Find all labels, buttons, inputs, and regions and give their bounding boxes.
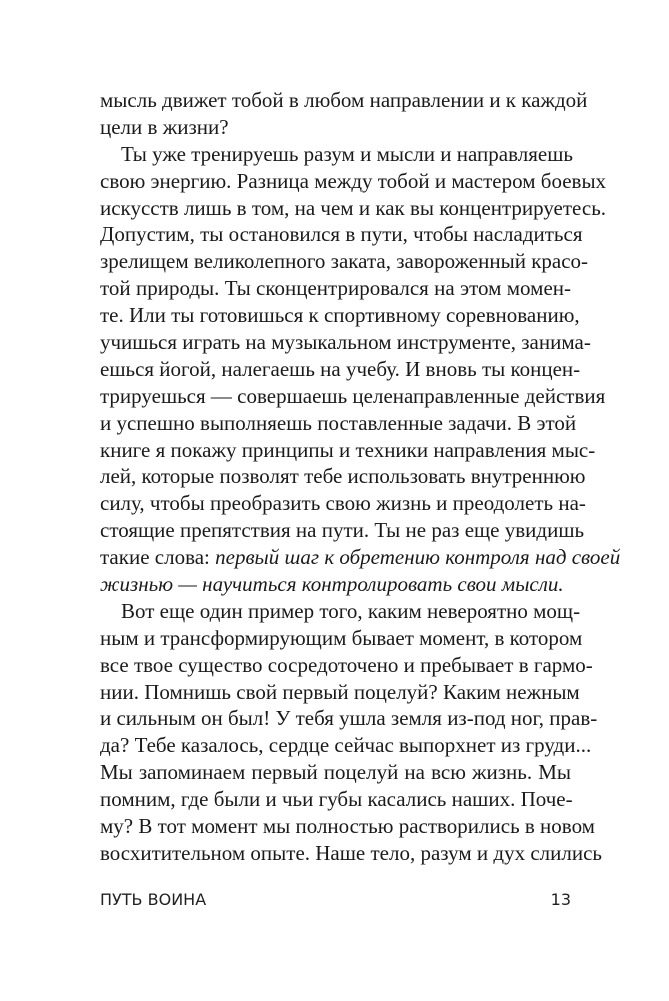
text-line: [100, 490, 586, 517]
text-line: [100, 598, 581, 625]
text-line: [100, 840, 602, 867]
line-text: Допустим, ты остановился в пути, чтобы насладиться: [100, 222, 583, 247]
text-line: [100, 87, 588, 114]
body-text: [100, 87, 621, 867]
line-text: восхитительном опыте. Наше тело, разум и дух слились: [100, 840, 602, 865]
running-title: ПУТЬ ВОИНА: [100, 890, 207, 909]
text-line: [100, 195, 607, 222]
text-line: [100, 759, 571, 786]
text-line: [100, 571, 571, 598]
line-text: му? В тот момент мы полностью растворились в новом: [100, 814, 595, 839]
text-line: [100, 383, 606, 410]
line-text: стоящие препятствия на пути. Ты не раз еще увидишь: [100, 518, 585, 543]
italic-text: первый шаг к обретению контроля над своей: [215, 545, 621, 570]
line-text: Ты уже тренируешь разум и мысли и направляешь: [121, 141, 573, 166]
line-text: той природы. Ты сконцентрировался на этом момен-: [100, 276, 571, 301]
line-text: все твое существо сосредоточено и пребывает в гармо-: [100, 652, 593, 677]
line-text: трируешься — совершаешь целенаправленные действия: [100, 383, 606, 408]
line-text: помним, где были и чьи губы касались наших. Поче-: [100, 787, 573, 812]
text-line: [100, 114, 571, 141]
line-text: нии. Помнишь свой первый поцелуй? Каким нежным: [100, 679, 580, 704]
italic-text: жизнью — научиться контролировать свои мысли.: [100, 572, 564, 597]
text-line: [100, 786, 571, 813]
line-text: силу, чтобы преобразить свою жизнь и преодолеть на-: [100, 491, 586, 516]
line-text: книге я покажу принципы и техники направления мыс-: [100, 437, 596, 462]
text-line: [100, 813, 595, 840]
text-line: [100, 329, 591, 356]
line-text: искусств лишь в том, на чем и как вы концентрируетесь.: [100, 195, 607, 220]
line-text: ным и трансформирующим бывает момент, в котором: [100, 625, 583, 650]
line-text: зрелищем великолепного заката, завороженный красо-: [100, 249, 589, 274]
text-line: [100, 221, 583, 248]
text-line: [100, 356, 581, 383]
line-text: и сильным он был! У тебя ушла земля из-под ног, прав-: [100, 706, 598, 731]
text-line: [100, 652, 593, 679]
line-text: цели в жизни?: [100, 114, 229, 139]
text-line: [100, 275, 571, 302]
line-text: и успешно выполняешь поставленные задачи. В этой: [100, 410, 577, 435]
text-line: [100, 544, 621, 571]
line-text: ешься йогой, налегаешь на учебу. И вновь ты концен-: [100, 356, 581, 381]
line-text: Вот еще один пример того, каким невероятно мощ-: [121, 598, 581, 623]
line-text: учишься играть на музыкальном инструменте, занима-: [100, 330, 591, 355]
text-line: [100, 410, 577, 437]
line-text: свою энергию. Разница между тобой и мастером боевых: [100, 168, 607, 193]
text-line: [100, 437, 596, 464]
line-text: да? Тебе казалось, сердце сейчас выпорхнет из груди...: [100, 733, 592, 758]
text-line: [100, 705, 598, 732]
text-line: [100, 625, 583, 652]
page-footer: [100, 890, 571, 909]
text-line: [100, 248, 589, 275]
text-line: [100, 141, 571, 168]
page-number: 13: [550, 890, 571, 909]
line-text: лей, которые позволят тебе использовать внутреннюю: [100, 464, 586, 489]
line-text: Мы запоминаем первый поцелуй на всю жизнь. Мы: [100, 760, 571, 785]
text-line: [100, 679, 580, 706]
line-text: такие слова:: [100, 545, 216, 570]
line-text: мысль движет тобой в любом направлении и к каждой: [100, 88, 588, 112]
text-line: [100, 168, 607, 195]
text-line: [100, 302, 580, 329]
text-line: [100, 732, 592, 759]
line-text: те. Или ты готовишься к спортивному соревнованию,: [100, 303, 580, 328]
text-line: [100, 517, 585, 544]
text-line: [100, 463, 586, 490]
